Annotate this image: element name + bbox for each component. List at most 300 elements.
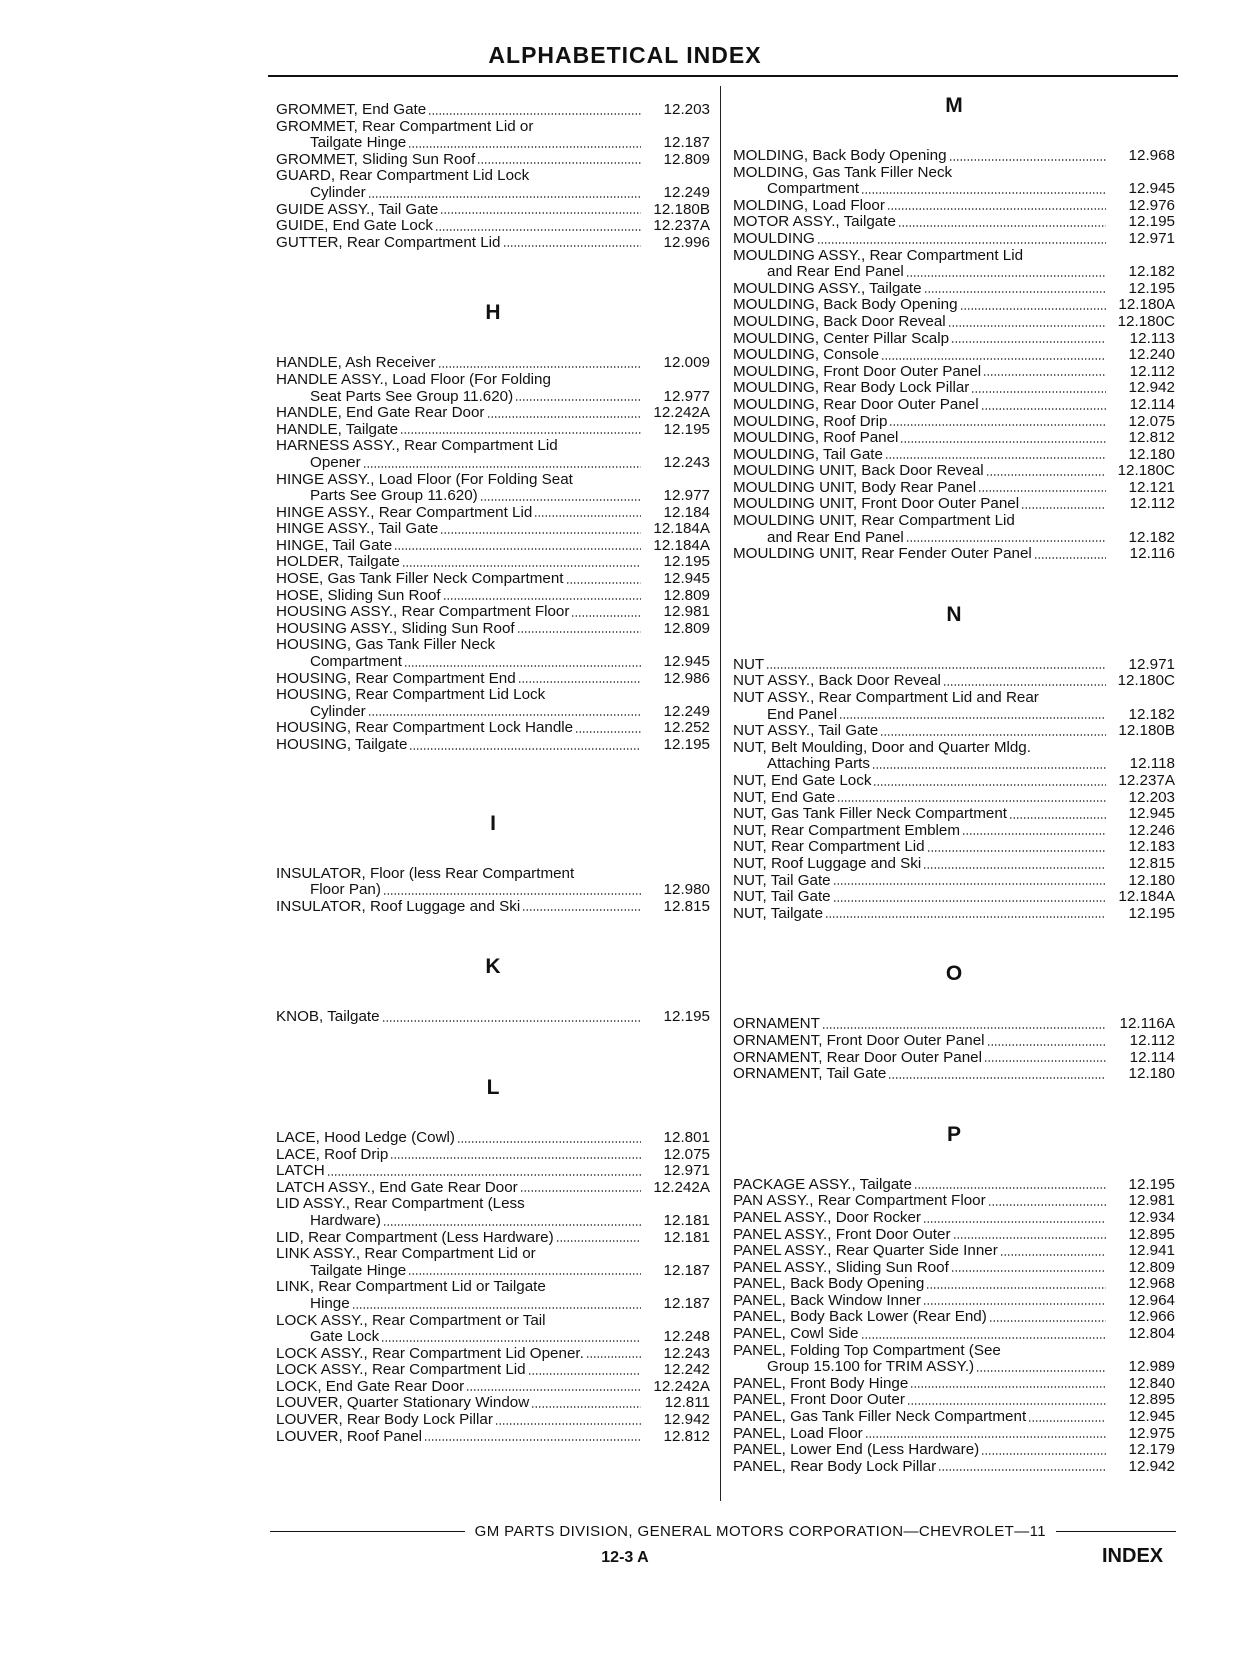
entry-name: GUIDE ASSY., Tail Gate: [276, 200, 439, 218]
entry-page-number: 12.981: [1128, 1192, 1175, 1210]
dot-leader: [960, 308, 1106, 310]
entry-name: MOULDING, Tail Gate: [733, 445, 883, 463]
index-entry: [276, 1213, 710, 1230]
index-entry: [733, 1309, 1175, 1326]
index-entry: [733, 463, 1175, 480]
index-entry-heading: LID ASSY., Rear Compartment (Less: [276, 1195, 525, 1213]
dot-leader: [409, 748, 641, 750]
dot-leader: [518, 681, 641, 683]
dot-leader: [986, 474, 1106, 476]
entry-name: Hardware): [310, 1211, 381, 1229]
entry-name: PACKAGE ASSY., Tailgate: [733, 1175, 912, 1193]
entry-page-number: 12.180C: [1117, 672, 1175, 690]
index-entry: [733, 1442, 1175, 1459]
dot-leader: [976, 1370, 1106, 1372]
entry-page-number: 12.249: [663, 183, 710, 201]
entry-name: HINGE ASSY., Tail Gate: [276, 520, 439, 538]
entry-page-number: 12.801: [663, 1128, 710, 1146]
entry-page-number: 12.812: [1128, 429, 1175, 447]
dot-leader: [839, 717, 1106, 719]
entry-name: NUT, Tailgate: [733, 904, 824, 922]
index-entry: [733, 856, 1175, 873]
index-entry: [276, 455, 710, 472]
index-entry: [733, 1426, 1175, 1443]
dot-leader: [981, 408, 1106, 410]
column-divider: [720, 86, 721, 1501]
section-label: INDEX: [1102, 1545, 1164, 1567]
index-entry: [733, 906, 1175, 923]
dot-leader: [520, 1190, 641, 1192]
entry-name: PANEL ASSY., Rear Quarter Side Inner: [733, 1242, 998, 1260]
dot-leader: [586, 1356, 641, 1358]
entry-name: ORNAMENT, Tail Gate: [733, 1065, 887, 1083]
entry-page-number: 12.075: [1128, 412, 1175, 430]
entry-page-number: 12.114: [1129, 395, 1175, 413]
index-entry: [733, 430, 1175, 447]
entry-page-number: 12.809: [663, 586, 710, 604]
entry-page-number: 12.809: [663, 619, 710, 637]
index-entry: [276, 671, 710, 688]
index-entry: [733, 181, 1175, 198]
entry-page-number: 12.184A: [1118, 888, 1175, 906]
index-entry: [733, 1392, 1175, 1409]
entry-name: NUT, Rear Compartment Emblem: [733, 821, 961, 839]
dot-leader: [766, 667, 1106, 669]
dot-leader: [880, 734, 1106, 736]
entry-page-number: 12.195: [663, 1008, 710, 1026]
entry-page-number: 12.246: [1128, 821, 1175, 839]
dot-leader: [923, 1221, 1106, 1223]
entry-name: Hinge: [310, 1294, 350, 1312]
entry-name: MOULDING, Roof Panel: [733, 429, 899, 447]
entry-page-number: 12.809: [1128, 1258, 1175, 1276]
entry-page-number: 12.195: [663, 736, 710, 753]
index-entry: [733, 1193, 1175, 1210]
entry-page-number: 12.237A: [1118, 772, 1175, 789]
dot-leader: [477, 162, 641, 164]
entry-page-number: 12.977: [663, 387, 710, 405]
entry-name: PANEL, Lower End (Less Hardware): [733, 1441, 980, 1459]
entry-name: ORNAMENT, Front Door Outer Panel: [733, 1031, 985, 1049]
entry-name: ORNAMENT: [733, 1015, 820, 1033]
entry-name: NUT ASSY., Back Door Reveal: [733, 672, 941, 690]
section-letter: H: [485, 301, 501, 325]
entry-page-number: 12.804: [1128, 1325, 1175, 1343]
dot-leader: [984, 1060, 1106, 1062]
entry-name: PANEL, Rear Body Lock Pillar: [733, 1457, 937, 1475]
dot-leader: [943, 684, 1106, 686]
index-entry: [733, 447, 1175, 464]
entry-page-number: 12.180: [1128, 1065, 1175, 1083]
entry-name: HOUSING, Tailgate: [276, 736, 408, 753]
index-entry: [733, 1033, 1175, 1050]
entry-page-number: 12.195: [1128, 279, 1175, 297]
dot-leader: [1009, 817, 1106, 819]
entry-name: HANDLE, Ash Receiver: [276, 354, 436, 372]
entry-page-number: 12.976: [1128, 196, 1175, 214]
entry-name: MOULDING, Console: [733, 346, 880, 364]
dot-leader: [962, 833, 1106, 835]
entry-name: HINGE ASSY., Rear Compartment Lid: [276, 503, 533, 521]
index-entry-heading: HOUSING, Gas Tank Filler Neck: [276, 636, 496, 654]
dot-leader: [923, 867, 1106, 869]
entry-name: LOCK, End Gate Rear Door: [276, 1377, 465, 1395]
entry-page-number: 12.975: [1128, 1424, 1175, 1442]
dot-leader: [906, 540, 1106, 542]
entry-name: MOULDING UNIT, Body Rear Panel: [733, 478, 977, 496]
entry-name: HINGE, Tail Gate: [276, 536, 393, 554]
index-entry: [733, 1376, 1175, 1393]
dot-leader: [566, 582, 641, 584]
index-entry: [733, 707, 1175, 724]
dot-leader: [382, 1020, 641, 1022]
entry-name: MOULDING, Front Door Outer Panel: [733, 362, 982, 380]
dot-leader: [503, 245, 642, 247]
index-entry: [733, 723, 1175, 740]
index-entry: [733, 231, 1175, 248]
index-entry-heading: PANEL, Folding Top Compartment (See: [733, 1341, 1001, 1359]
entry-name: HOUSING, Rear Compartment End: [276, 669, 516, 687]
dot-leader: [435, 229, 641, 231]
entry-page-number: 12.181: [663, 1211, 710, 1229]
entry-name: HOUSING ASSY., Sliding Sun Roof: [276, 619, 515, 637]
footer-text: GM PARTS DIVISION, GENERAL MOTORS CORPORATION—CHEVROLET—11: [474, 1523, 1046, 1540]
index-entry: [276, 405, 710, 422]
index-entry-heading: MOULDING UNIT, Rear Compartment Lid: [733, 512, 1015, 530]
index-entry: [733, 364, 1175, 381]
dot-leader: [923, 1303, 1106, 1305]
entry-page-number: 12.971: [663, 1162, 710, 1180]
index-entry: [276, 152, 710, 169]
entry-name: NUT, Tail Gate: [733, 888, 831, 906]
entry-page-number: 12.811: [664, 1394, 710, 1412]
entry-name: HOSE, Gas Tank Filler Neck Compartment: [276, 570, 564, 588]
entry-name: MOULDING, Center Pillar Scalp: [733, 329, 950, 347]
entry-page-number: 12.812: [663, 1427, 710, 1445]
title-rule: [268, 75, 1178, 77]
entry-page-number: 12.112: [1129, 1031, 1175, 1049]
entry-page-number: 12.180C: [1117, 462, 1175, 480]
index-entry: [276, 1180, 710, 1197]
entry-page-number: 12.114: [1129, 1048, 1175, 1066]
index-entry: [276, 1429, 710, 1446]
index-entry: [276, 185, 710, 202]
entry-page-number: 12.203: [1128, 788, 1175, 806]
entry-name: PANEL, Load Floor: [733, 1424, 863, 1442]
dot-leader: [534, 515, 641, 517]
right-index-column: [733, 94, 1175, 1475]
dot-leader: [457, 1141, 641, 1143]
entry-page-number: 12.180B: [1118, 722, 1175, 740]
index-entry-heading: HINGE ASSY., Load Floor (For Folding Seat: [276, 470, 573, 488]
index-entry: [276, 654, 710, 671]
dot-leader: [556, 1240, 641, 1242]
entry-name: MOULDING UNIT, Rear Fender Outer Panel: [733, 545, 1032, 563]
index-entry: [733, 397, 1175, 414]
index-entry-heading: HANDLE ASSY., Load Floor (For Folding: [276, 370, 551, 388]
entry-page-number: 12.203: [663, 101, 710, 118]
entry-page-number: 12.180: [1128, 445, 1175, 463]
entry-name: HANDLE, Tailgate: [276, 420, 399, 438]
index-entry: [276, 235, 710, 252]
index-entry: [733, 546, 1175, 563]
index-entry: [276, 571, 710, 588]
entry-page-number: 12.971: [1128, 229, 1175, 247]
index-entry: [733, 839, 1175, 856]
index-entry: [276, 720, 710, 737]
index-entry-heading: HOUSING, Rear Compartment Lid Lock: [276, 686, 546, 704]
entry-page-number: 12.986: [663, 669, 710, 687]
dot-leader: [394, 548, 641, 550]
dot-leader: [822, 1027, 1106, 1029]
entry-name: PANEL, Front Body Hinge: [733, 1374, 909, 1392]
entry-name: MOULDING, Back Body Opening: [733, 296, 958, 314]
entry-page-number: 12.243: [663, 453, 710, 471]
entry-page-number: 12.181: [663, 1228, 710, 1246]
dot-leader: [440, 532, 641, 534]
index-entry: [276, 355, 710, 372]
entry-page-number: 12.195: [1128, 1175, 1175, 1193]
entry-page-number: 12.113: [1129, 329, 1175, 347]
entry-name: MOULDING, Rear Body Lock Pillar: [733, 379, 970, 397]
index-entry-heading: MOULDING ASSY., Rear Compartment Lid: [733, 246, 1024, 264]
entry-name: MOULDING, Rear Door Outer Panel: [733, 395, 979, 413]
entry-name: HOLDER, Tailgate: [276, 553, 400, 571]
entry-page-number: 12.112: [1129, 495, 1175, 513]
index-entry: [733, 1177, 1175, 1194]
dot-leader: [402, 565, 641, 567]
index-entry: [276, 102, 710, 119]
entry-page-number: 12.179: [1128, 1441, 1175, 1459]
entry-name: Seat Parts See Group 11.620): [310, 387, 514, 405]
index-entry: [733, 314, 1175, 331]
entry-page-number: 12.180B: [653, 200, 710, 218]
dot-leader: [914, 1187, 1106, 1189]
entry-name: MOLDING, Load Floor: [733, 196, 885, 214]
index-entry: [276, 704, 710, 721]
entry-page-number: 12.182: [1128, 528, 1175, 546]
dot-leader: [889, 424, 1106, 426]
entry-page-number: 12.248: [663, 1328, 710, 1346]
section-letter: L: [486, 1075, 500, 1099]
index-entry: [733, 331, 1175, 348]
entry-page-number: 12.968: [1128, 147, 1175, 164]
entry-name: Tailgate Hinge: [310, 134, 407, 152]
entry-name: NUT: [733, 655, 765, 673]
index-entry: [276, 588, 710, 605]
index-entry: [733, 873, 1175, 890]
index-entry: [733, 347, 1175, 364]
index-entry: [733, 380, 1175, 397]
entry-page-number: 12.980: [663, 881, 710, 899]
left-index-column: [276, 102, 710, 1445]
dot-leader: [988, 1204, 1106, 1206]
section-letter: I: [490, 811, 496, 835]
entry-name: PANEL ASSY., Sliding Sun Roof: [733, 1258, 949, 1276]
index-entry: [733, 1016, 1175, 1033]
index-entry: [733, 806, 1175, 823]
index-entry: [276, 604, 710, 621]
dot-leader: [575, 731, 641, 733]
dot-leader: [906, 275, 1106, 277]
dot-leader: [363, 466, 641, 468]
entry-name: PANEL, Back Window Inner: [733, 1291, 921, 1309]
dot-leader: [440, 212, 641, 214]
entry-page-number: 12.242A: [653, 1178, 710, 1196]
footer-rule-right: [1056, 1531, 1176, 1532]
index-entry: [733, 1326, 1175, 1343]
index-entry: [276, 1009, 710, 1026]
entry-name: Floor Pan): [310, 881, 381, 899]
entry-name: KNOB, Tailgate: [276, 1008, 380, 1026]
section-letter: N: [946, 602, 962, 626]
index-entry: [276, 202, 710, 219]
dot-leader: [517, 631, 641, 633]
index-entry: [276, 899, 710, 916]
dot-leader: [865, 1436, 1106, 1438]
index-entry: [733, 1210, 1175, 1227]
dot-leader: [531, 1406, 641, 1408]
dot-leader: [949, 159, 1106, 161]
index-entry: [276, 521, 710, 538]
index-entry-heading: LINK ASSY., Rear Compartment Lid or: [276, 1245, 536, 1263]
dot-leader: [926, 1287, 1106, 1289]
entry-name: GROMMET, Sliding Sun Roof: [276, 150, 476, 168]
dot-leader: [885, 457, 1106, 459]
entry-page-number: 12.242A: [653, 404, 710, 422]
entry-name: GROMMET, End Gate: [276, 101, 427, 118]
entry-name: MOULDING, Roof Drip: [733, 412, 888, 430]
entry-name: PANEL, Gas Tank Filler Neck Compartment: [733, 1408, 1027, 1426]
entry-name: MOULDING UNIT, Back Door Reveal: [733, 462, 984, 480]
entry-name: NUT, End Gate: [733, 788, 836, 806]
entry-page-number: 12.237A: [653, 217, 710, 235]
entry-page-number: 12.180C: [1117, 312, 1175, 330]
index-entry: [276, 1329, 710, 1346]
entry-page-number: 12.968: [1128, 1275, 1175, 1293]
index-entry: [733, 657, 1175, 674]
entry-page-number: 12.815: [1128, 854, 1175, 872]
entry-name: PANEL, Body Back Lower (Rear End): [733, 1308, 987, 1326]
dot-leader: [1028, 1420, 1106, 1422]
dot-leader: [948, 325, 1106, 327]
index-entry: [733, 198, 1175, 215]
index-entry: [733, 214, 1175, 231]
dot-leader: [888, 1077, 1106, 1079]
entry-page-number: 12.945: [1128, 1408, 1175, 1426]
entry-page-number: 12.895: [1128, 1391, 1175, 1409]
dot-leader: [443, 598, 641, 600]
index-entry: [733, 1459, 1175, 1476]
dot-leader: [910, 1386, 1106, 1388]
index-entry: [276, 1130, 710, 1147]
dot-leader: [981, 1453, 1106, 1455]
entry-name: NUT, Tail Gate: [733, 871, 831, 889]
dot-leader: [989, 1320, 1106, 1322]
entry-page-number: 12.184A: [653, 520, 710, 538]
dot-leader: [1034, 557, 1106, 559]
dot-leader: [381, 1340, 641, 1342]
dot-leader: [1021, 507, 1106, 509]
dot-leader: [825, 916, 1106, 918]
entry-page-number: 12.187: [663, 1261, 710, 1279]
index-entry-heading: HARNESS ASSY., Rear Compartment Lid: [276, 437, 558, 455]
index-entry: [276, 1296, 710, 1313]
entry-name: NUT, End Gate Lock: [733, 772, 872, 789]
entry-name: Cylinder: [310, 702, 366, 720]
entry-page-number: 12.977: [663, 487, 710, 505]
index-entry: [276, 621, 710, 638]
entry-page-number: 12.009: [663, 354, 710, 372]
entry-page-number: 12.815: [663, 897, 710, 915]
index-entry: [276, 422, 710, 439]
entry-page-number: 12.981: [663, 603, 710, 621]
dot-leader: [900, 441, 1106, 443]
footer-rule-left: [270, 1531, 465, 1532]
entry-page-number: 12.242: [663, 1361, 710, 1379]
entry-name: NUT, Rear Compartment Lid: [733, 838, 925, 856]
dot-leader: [368, 196, 641, 198]
index-entry-heading: LINK, Rear Compartment Lid or Tailgate: [276, 1278, 546, 1296]
index-entry: [733, 1409, 1175, 1426]
entry-page-number: 12.252: [663, 719, 710, 737]
entry-page-number: 12.242A: [653, 1377, 710, 1395]
entry-name: Tailgate Hinge: [310, 1261, 407, 1279]
index-entry: [276, 218, 710, 235]
entry-name: MOULDING: [733, 229, 815, 247]
dot-leader: [953, 1237, 1106, 1239]
entry-page-number: 12.240: [1128, 346, 1175, 364]
entry-name: LID, Rear Compartment (Less Hardware): [276, 1228, 554, 1246]
entry-name: Cylinder: [310, 183, 366, 201]
index-entry: [276, 1263, 710, 1280]
entry-name: PANEL ASSY., Door Rocker: [733, 1208, 921, 1226]
entry-name: MOULDING, Back Door Reveal: [733, 312, 946, 330]
entry-name: MOULDING UNIT, Front Door Outer Panel: [733, 495, 1020, 513]
dot-leader: [368, 714, 641, 716]
dot-leader: [327, 1174, 641, 1176]
dot-leader: [571, 615, 641, 617]
dot-leader: [938, 1469, 1106, 1471]
section-letter: M: [945, 94, 963, 117]
dot-leader: [408, 146, 641, 148]
dot-leader: [898, 225, 1106, 227]
entry-name: Group 15.100 for TRIM ASSY.): [767, 1358, 975, 1376]
index-entry: [276, 135, 710, 152]
dot-leader: [352, 1307, 641, 1309]
entry-page-number: 12.945: [1128, 805, 1175, 823]
dot-leader: [924, 291, 1106, 293]
dot-leader: [480, 499, 641, 501]
index-entry: [733, 1050, 1175, 1067]
dot-leader: [887, 208, 1106, 210]
entry-page-number: 12.112: [1129, 362, 1175, 380]
index-entry: [276, 737, 710, 754]
entry-page-number: 12.945: [1128, 180, 1175, 198]
entry-page-number: 12.116A: [1119, 1015, 1175, 1033]
entry-name: INSULATOR, Roof Luggage and Ski: [276, 897, 521, 915]
index-entry: [276, 1395, 710, 1412]
entry-name: LOCK ASSY., Rear Compartment Lid: [276, 1361, 526, 1379]
entry-name: LACE, Hood Ledge (Cowl): [276, 1128, 455, 1146]
index-entry: [733, 1243, 1175, 1260]
dot-leader: [528, 1373, 641, 1375]
index-entry: [733, 790, 1175, 807]
dot-leader: [951, 341, 1106, 343]
footer-line: [270, 1523, 1176, 1540]
entry-page-number: 12.184: [663, 503, 710, 521]
index-entry: [733, 1276, 1175, 1293]
